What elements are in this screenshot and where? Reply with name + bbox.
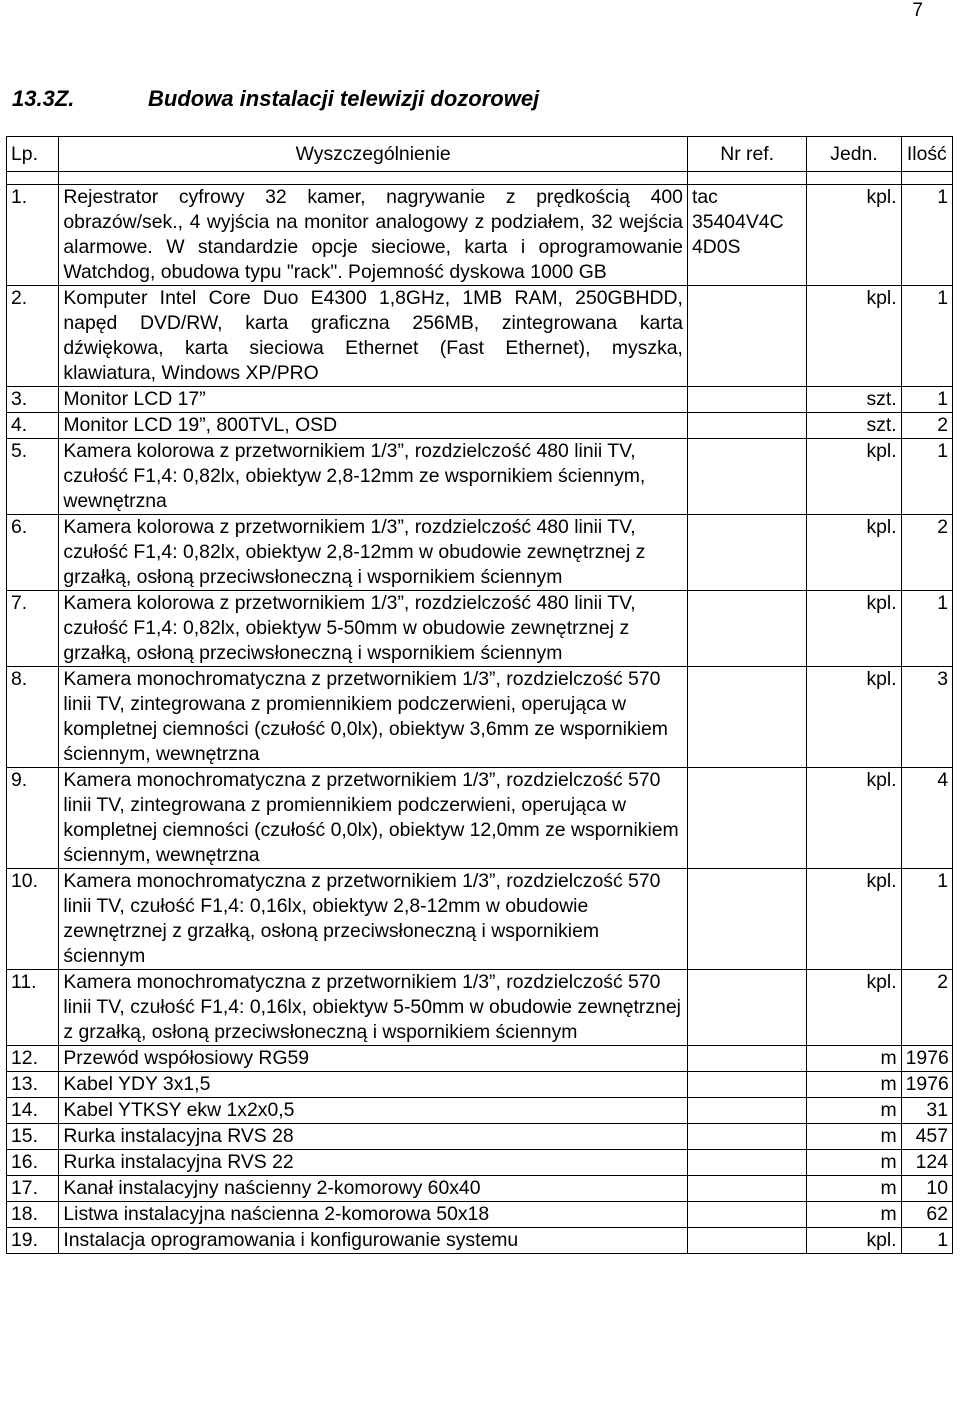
row-description: Rurka instalacyjna RVS 22: [59, 1150, 688, 1176]
table-row: [7, 1228, 953, 1254]
row-description: Przewód współosiowy RG59: [59, 1046, 688, 1072]
row-number: 14.: [7, 1098, 59, 1124]
row-quantity: 1: [901, 286, 952, 387]
row-number: 8.: [7, 667, 59, 768]
row-reference: [687, 1098, 806, 1124]
table-row: [7, 768, 953, 869]
row-number: 1.: [7, 185, 59, 286]
row-quantity: 3: [901, 667, 952, 768]
table-row: [7, 1046, 953, 1072]
row-quantity: 1: [901, 185, 952, 286]
row-description: Kabel YDY 3x1,5: [59, 1072, 688, 1098]
row-number: 18.: [7, 1202, 59, 1228]
row-reference: [687, 869, 806, 970]
row-quantity: 124: [901, 1150, 952, 1176]
row-unit: m: [807, 1176, 901, 1202]
table-row: [7, 667, 953, 768]
row-reference: [687, 768, 806, 869]
row-description: Kamera kolorowa z przetwornikiem 1/3”, rozdzielczość 480 linii TV, czułość F1,4: 0,82lx, obiektyw 2,8-12mm ze wspornikiem ściennym, wewnętrzna: [59, 439, 688, 515]
row-unit: m: [807, 1150, 901, 1176]
row-quantity: 1: [901, 1228, 952, 1254]
row-description: Kamera monochromatyczna z przetwornikiem 1/3”, rozdzielczość 570 linii TV, czułość F1,4: 0,16lx, obiektyw 2,8-12mm w obudowie zewnętrznej z grzałką, osłoną przeciwsłoneczną i wspornikiem ściennym: [59, 869, 688, 970]
table-row: [7, 1072, 953, 1098]
row-description: Kamera monochromatyczna z przetwornikiem 1/3”, rozdzielczość 570 linii TV, zintegrowana z promiennikiem podczerwieni, operująca w kompletnej ciemności (czułość 0,0lx), obiektyw 12,0mm ze wspornikiem ściennym, wewnętrzna: [59, 768, 688, 869]
row-description: Rejestrator cyfrowy 32 kamer, nagrywanie z prędkością 400 obrazów/sek., 4 wyjścia na monitor analogowy z podziałem, 32 wejścia alarmowe. W standardzie opcje sieciowe, karta i oprogramowanie Watchdog, obudowa typu "rack". Pojemność dyskowa 1000 GB: [59, 185, 688, 286]
row-unit: m: [807, 1124, 901, 1150]
row-description: Instalacja oprogramowania i konfigurowanie systemu: [59, 1228, 688, 1254]
row-unit: kpl.: [807, 185, 901, 286]
row-reference: [687, 1072, 806, 1098]
header-reference: Nr ref.: [687, 137, 806, 172]
row-quantity: 31: [901, 1098, 952, 1124]
row-description: Kamera kolorowa z przetwornikiem 1/3”, rozdzielczość 480 linii TV, czułość F1,4: 0,82lx, obiektyw 5-50mm w obudowie zewnętrznej z grzałką, osłoną przeciwsłoneczną i wspornikiem ściennym: [59, 591, 688, 667]
header-no: Lp.: [7, 137, 59, 172]
row-reference: [687, 1202, 806, 1228]
row-unit: kpl.: [807, 869, 901, 970]
row-unit: kpl.: [807, 439, 901, 515]
row-description: Kamera monochromatyczna z przetwornikiem 1/3”, rozdzielczość 570 linii TV, czułość F1,4: 0,16lx, obiektyw 5-50mm w obudowie zewnętrznej z grzałką, osłoną przeciwsłoneczną i wspornikiem ściennym: [59, 970, 688, 1046]
table-row: [7, 1098, 953, 1124]
row-number: 3.: [7, 387, 59, 413]
row-reference: [687, 1124, 806, 1150]
row-quantity: 1: [901, 387, 952, 413]
row-unit: szt.: [807, 413, 901, 439]
row-quantity: 1: [901, 439, 952, 515]
row-number: 4.: [7, 413, 59, 439]
table-row: [7, 591, 953, 667]
row-number: 13.: [7, 1072, 59, 1098]
row-description: Kanał instalacyjny naścienny 2-komorowy 60x40: [59, 1176, 688, 1202]
row-reference: [687, 1176, 806, 1202]
row-reference: [687, 413, 806, 439]
specification-table: [6, 136, 953, 1254]
row-reference: [687, 1046, 806, 1072]
table-row: [7, 439, 953, 515]
row-quantity: 62: [901, 1202, 952, 1228]
spacer-row: [7, 172, 953, 185]
row-quantity: 4: [901, 768, 952, 869]
row-unit: kpl.: [807, 667, 901, 768]
row-reference: [687, 1150, 806, 1176]
row-unit: kpl.: [807, 591, 901, 667]
row-reference: [687, 515, 806, 591]
table-row: [7, 413, 953, 439]
table-row: [7, 970, 953, 1046]
row-quantity: 1: [901, 869, 952, 970]
table-row: [7, 387, 953, 413]
section-number: 13.3Z.: [12, 86, 75, 111]
row-unit: kpl.: [807, 768, 901, 869]
table-row: [7, 515, 953, 591]
row-quantity: 2: [901, 970, 952, 1046]
row-unit: m: [807, 1046, 901, 1072]
row-quantity: 1976: [901, 1046, 952, 1072]
row-quantity: 457: [901, 1124, 952, 1150]
row-unit: m: [807, 1098, 901, 1124]
row-reference: [687, 286, 806, 387]
row-number: 11.: [7, 970, 59, 1046]
row-unit: szt.: [807, 387, 901, 413]
row-number: 19.: [7, 1228, 59, 1254]
row-reference: [687, 1228, 806, 1254]
row-description: Komputer Intel Core Duo E4300 1,8GHz, 1MB RAM, 250GBHDD, napęd DVD/RW, karta graficzna 256MB, zintegrowana karta dźwiękowa, karta sieciowa Ethernet (Fast Ethernet), myszka, klawiatura, Windows XP/PRO: [59, 286, 688, 387]
row-unit: m: [807, 1072, 901, 1098]
row-number: 7.: [7, 591, 59, 667]
row-number: 5.: [7, 439, 59, 515]
table-row: [7, 1124, 953, 1150]
table-row: [7, 869, 953, 970]
row-reference: [687, 387, 806, 413]
row-number: 9.: [7, 768, 59, 869]
row-unit: kpl.: [807, 1228, 901, 1254]
row-description: Kabel YTKSY ekw 1x2x0,5: [59, 1098, 688, 1124]
row-number: 6.: [7, 515, 59, 591]
row-description: Kamera kolorowa z przetwornikiem 1/3”, rozdzielczość 480 linii TV, czułość F1,4: 0,82lx, obiektyw 2,8-12mm w obudowie zewnętrznej z grzałką, osłoną przeciwsłoneczną i wspornikiem ściennym: [59, 515, 688, 591]
header-quantity: Ilość: [901, 137, 952, 172]
table-row: [7, 286, 953, 387]
row-quantity: 2: [901, 515, 952, 591]
row-unit: kpl.: [807, 515, 901, 591]
table-row: [7, 1150, 953, 1176]
row-reference: [687, 667, 806, 768]
row-unit: kpl.: [807, 970, 901, 1046]
row-quantity: 2: [901, 413, 952, 439]
section-title-text: Budowa instalacji telewizji dozorowej: [148, 86, 540, 111]
row-description: Monitor LCD 19”, 800TVL, OSD: [59, 413, 688, 439]
row-number: 17.: [7, 1176, 59, 1202]
section-title: [12, 86, 539, 112]
row-description: Rurka instalacyjna RVS 28: [59, 1124, 688, 1150]
table-row: [7, 185, 953, 286]
row-reference: [687, 439, 806, 515]
row-number: 12.: [7, 1046, 59, 1072]
row-number: 2.: [7, 286, 59, 387]
row-quantity: 1: [901, 591, 952, 667]
row-reference: [687, 591, 806, 667]
row-quantity: 1976: [901, 1072, 952, 1098]
page-number: 7: [912, 0, 923, 21]
row-unit: m: [807, 1202, 901, 1228]
row-number: 16.: [7, 1150, 59, 1176]
table-row: [7, 1176, 953, 1202]
table-header-row: [7, 137, 953, 172]
row-number: 10.: [7, 869, 59, 970]
row-description: Listwa instalacyjna naścienna 2-komorowa 50x18: [59, 1202, 688, 1228]
row-number: 15.: [7, 1124, 59, 1150]
header-description: Wyszczególnienie: [59, 137, 688, 172]
row-reference: tac 35404V4C 4D0S: [687, 185, 806, 286]
row-description: Kamera monochromatyczna z przetwornikiem 1/3”, rozdzielczość 570 linii TV, zintegrowana z promiennikiem podczerwieni, operująca w kompletnej ciemności (czułość 0,0lx), obiektyw 3,6mm ze wspornikiem ściennym, wewnętrzna: [59, 667, 688, 768]
table-row: [7, 1202, 953, 1228]
header-unit: Jedn.: [807, 137, 901, 172]
row-quantity: 10: [901, 1176, 952, 1202]
row-reference: [687, 970, 806, 1046]
row-unit: kpl.: [807, 286, 901, 387]
row-description: Monitor LCD 17”: [59, 387, 688, 413]
